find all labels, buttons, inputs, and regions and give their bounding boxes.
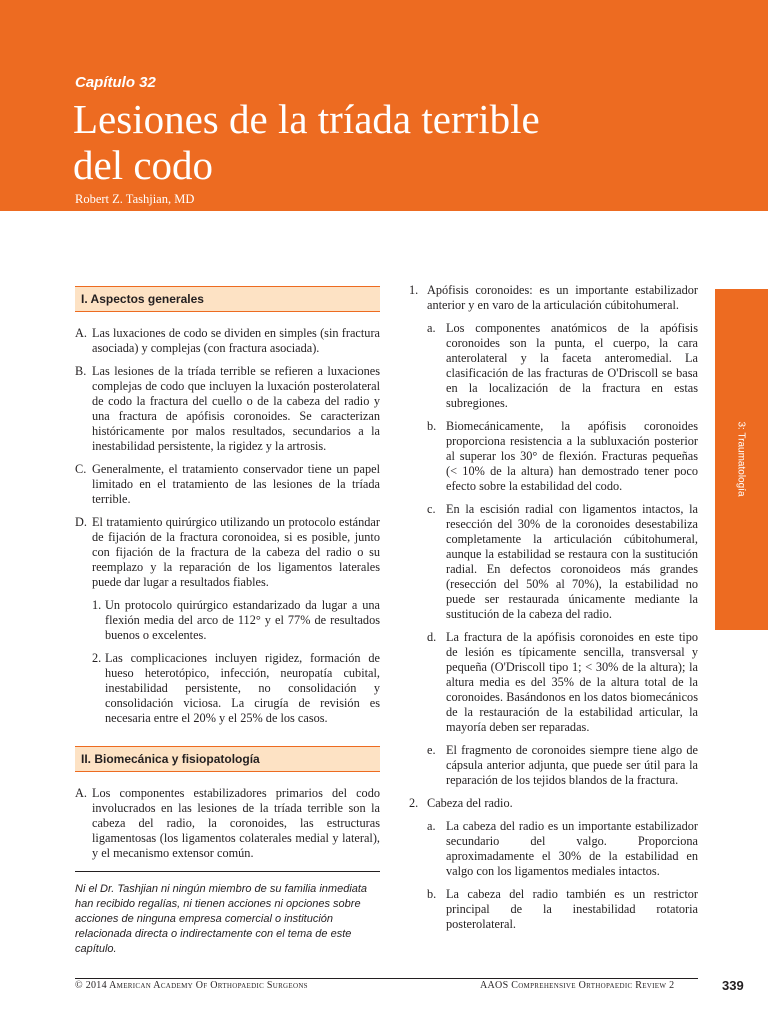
- item-label: C.: [75, 462, 87, 476]
- subitem-text: Biomecánicamente, la apófisis coronoides proporciona resistencia a la subluxación posterior al superar los 30° de flexión. Fracturas pequeñas (< 10% de la altura) han demostrado tener poco efecto sobre la estabilidad del codo.: [446, 419, 698, 493]
- list-item: [409, 283, 698, 313]
- subitem-text: La cabeza del radio también es un restrictor principal de la inestabilidad rotatoria posterolateral.: [446, 887, 698, 931]
- subitem-label: d.: [427, 630, 437, 644]
- list-item: [75, 515, 380, 590]
- footer-divider: [75, 978, 698, 979]
- item-text: Los componentes estabilizadores primarios del codo involucrados en las lesiones de la tríada terrible son la cabeza del radio, la coronoides, las estructuras ligamentosas (los ligamentos colaterales medial y lateral), y el mecanismo extensor común.: [92, 786, 380, 860]
- footer-copyright: © 2014 American Academy Of Orthopaedic Surgeons: [75, 980, 308, 991]
- item-text: Apófisis coronoides: es un importante estabilizador anterior y en varo de la articulación cúbitohumeral.: [427, 283, 698, 312]
- item-label: A.: [75, 786, 87, 800]
- item-text: Generalmente, el tratamiento conservador tiene un papel limitado en el tratamiento de las lesiones de la tríada terrible.: [92, 462, 380, 506]
- chapter-author: Robert Z. Tashjian, MD: [75, 192, 195, 206]
- list-subitem: [409, 887, 698, 932]
- left-column: [75, 286, 380, 869]
- item-text: Las luxaciones de codo se dividen en simples (sin fractura asociada) y complejas (con fractura asociada).: [92, 326, 380, 355]
- subitem-label: e.: [427, 743, 436, 757]
- subitem-label: c.: [427, 502, 436, 516]
- item-label: 2.: [409, 796, 419, 810]
- subitem-label: b.: [427, 419, 437, 433]
- right-column: [409, 283, 698, 940]
- list-item: [409, 796, 698, 811]
- item-label: A.: [75, 326, 87, 340]
- subitem-label: a.: [427, 819, 436, 833]
- subitem-text: Un protocolo quirúrgico estandarizado da lugar a una flexión media del arco de 112° y el 77% de resultados buenos o excelentes.: [105, 598, 380, 642]
- list-subitem: [409, 630, 698, 735]
- subitem-label: b.: [427, 887, 437, 901]
- subitem-label: 1.: [92, 598, 102, 612]
- list-item: [75, 326, 380, 356]
- list-subitem: [75, 598, 380, 643]
- side-tab-label: 3: Traumatología: [735, 421, 747, 497]
- chapter-title: [73, 96, 693, 188]
- list-item: [75, 364, 380, 454]
- list-subitem: [409, 321, 698, 411]
- chapter-title-line-1: Lesiones de la tríada terrible: [73, 96, 540, 142]
- item-label: D.: [75, 515, 87, 529]
- list-subitem: [409, 743, 698, 788]
- chapter-title-line-2: del codo: [73, 142, 214, 188]
- subitem-text: Las complicaciones incluyen rigidez, formación de hueso heterotópico, infección, neuropatía cubital, inestabilidad persistente, no consolidación y consolidación viciosa. La cirugía de revisión es necesaria entre el 20% y el 25% de los casos.: [105, 651, 380, 725]
- list-subitem: [409, 419, 698, 494]
- section-side-tab: [715, 289, 768, 630]
- footer-book-title: AAOS Comprehensive Orthopaedic Review 2: [480, 980, 675, 991]
- disclosure-note: Ni el Dr. Tashjian ni ningún miembro de su familia inmediata han recibido regalías, ni tienen acciones ni opciones sobre acciones de ninguna empresa comercial o institución relacionada directa o indirectamente con el tema de este capítulo.: [75, 871, 380, 957]
- subitem-text: La fractura de la apófisis coronoides en este tipo de lesión es típicamente sencilla, transversal y pequeña (O'Driscoll tipo 1; < 30% de la altura); la altura media es del 35% de la altura total de la coronoides. Basándonos en los datos biomecánicos de la restauración de la estabilidad articular, la mayoría deben ser reparadas.: [446, 630, 698, 734]
- subitem-text: Los componentes anatómicos de la apófisis coronoides son la punta, el cuerpo, la cara anterolateral y la faceta anteromedial. La clasificación de las fracturas de O'Driscoll se basa en la localización de la fractura en estas subregiones.: [446, 321, 698, 410]
- list-subitem: [75, 651, 380, 726]
- list-subitem: [409, 502, 698, 622]
- item-label: B.: [75, 364, 87, 378]
- section-heading-general: I. Aspectos generales: [75, 286, 380, 312]
- subitem-text: La cabeza del radio es un importante estabilizador secundario del valgo. Proporciona aproximadamente el 30% de la estabilidad en valgo con los ligamentos mediales intactos.: [446, 819, 698, 878]
- item-label: 1.: [409, 283, 419, 297]
- section-heading-biomechanics: II. Biomecánica y fisiopatología: [75, 746, 380, 772]
- chapter-banner: [0, 0, 768, 211]
- subitem-label: a.: [427, 321, 436, 335]
- item-text: Las lesiones de la tríada terrible se refieren a luxaciones complejas de codo que incluyen la luxación posterolateral de codo la fractura del cuello o de la cabeza del radio y una fractura de apófisis coronoides. Se caracterizan históricamente por malos resultados, secundarios a la inestabilidad persistente, la rigidez y la artrosis.: [92, 364, 380, 453]
- subitem-text: En la escisión radial con ligamentos intactos, la resección del 30% de la coronoides desestabiliza completamente la articulación cúbitohumeral, aunque la estabilidad se restaura con la sustitución radial. En defectos coronoideos más grandes (resección del 50% al 70%), la estabilidad no puede ser restaurada únicamente mediante la sustitución de la cabeza del radio.: [446, 502, 698, 621]
- page-number: 339: [722, 978, 744, 993]
- chapter-number: Capítulo 32: [75, 74, 156, 91]
- subitem-text: El fragmento de coronoides siempre tiene algo de cápsula anterior adjunta, que puede ser útil para la reparación de los tejidos blandos de la fractura.: [446, 743, 698, 787]
- item-text: El tratamiento quirúrgico utilizando un protocolo estándar de fijación de la fractura coronoidea, si es posible, junto con fijación de la fractura de la cabeza del radio o su reemplazo y la reparación de los ligamentos laterales puede dar lugar a resultados fiables.: [92, 515, 380, 589]
- list-subitem: [409, 819, 698, 879]
- list-item: [75, 462, 380, 507]
- list-item: [75, 786, 380, 861]
- subitem-label: 2.: [92, 651, 102, 665]
- item-text: Cabeza del radio.: [427, 796, 513, 810]
